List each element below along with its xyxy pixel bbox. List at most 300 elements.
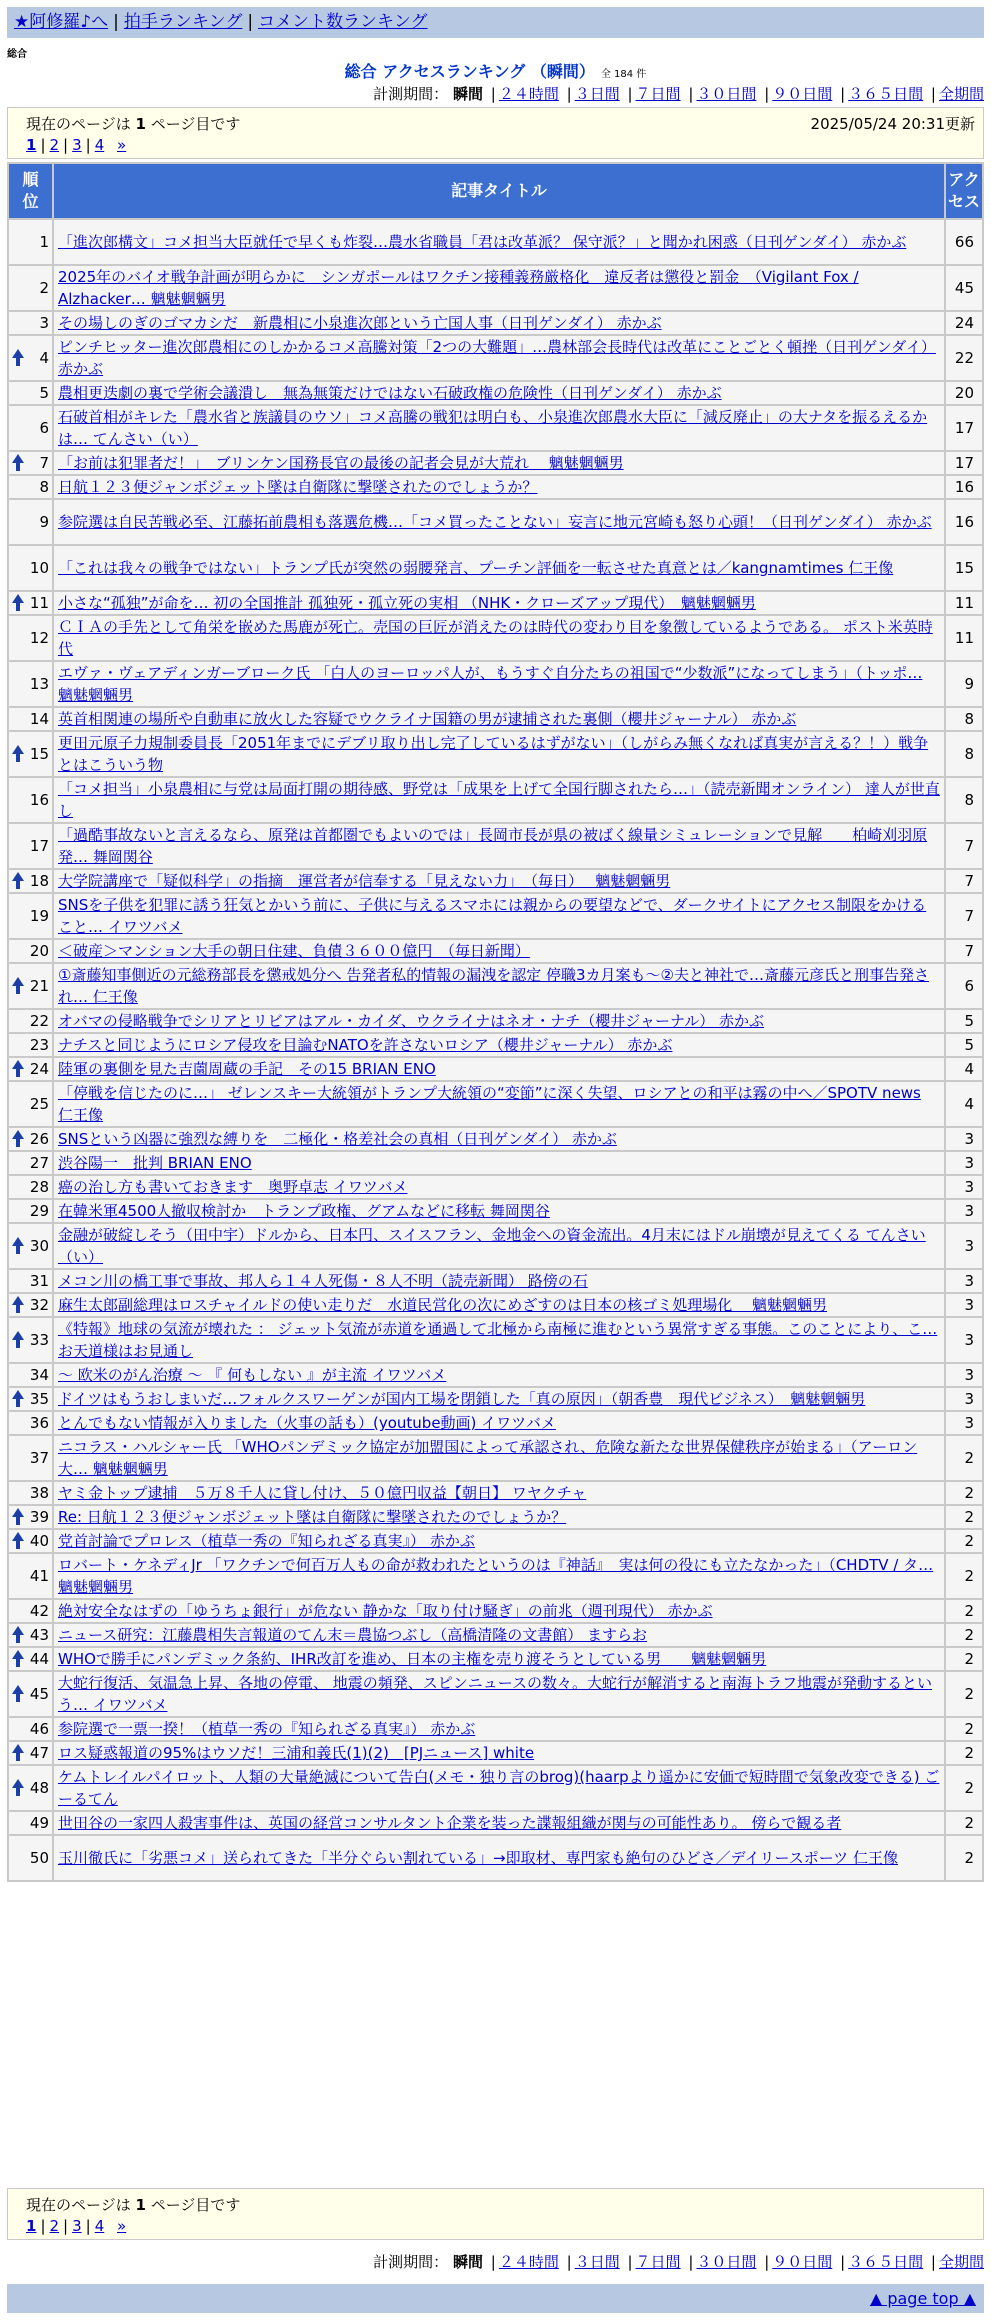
pager-bottom xyxy=(26,2216,126,2236)
article-title-link[interactable]: 大蛇行復活、気温急上昇、各地の停電、 地震の頻発、スピンニュースの数々。大蛇行が解消すると南海トラフ地震が発動するという… イワツバメ xyxy=(58,1674,933,1714)
article-title-link[interactable]: 「お前は犯罪者だ！」 ブリンケン国務長官の最後の記者会見が大荒れ 魑魅魍魎男 xyxy=(58,454,624,472)
rank-up-arrow-icon xyxy=(12,1331,24,1349)
table-row xyxy=(9,1318,982,1362)
title-cell xyxy=(54,1270,944,1292)
article-title-link[interactable]: SNSという凶器に強烈な縛りを 二極化・格差社会の真相（日刊ゲンダイ） 赤かぶ xyxy=(58,1130,617,1148)
rank-cell xyxy=(9,382,52,404)
rank-up-arrow-icon xyxy=(12,1779,24,1797)
rank-cell xyxy=(9,662,52,706)
rank-number: 22 xyxy=(29,1012,49,1030)
rank-up-arrow-icon xyxy=(12,1130,24,1148)
rank-cell xyxy=(9,708,52,730)
title-cell xyxy=(54,1530,944,1552)
article-title-link[interactable]: ＣＩＡの手先として角栄を嵌めた馬鹿が死亡。売国の巨匠が消えたのは時代の変わり目を象徴しているようである。 ポスト米英時代 xyxy=(58,618,933,658)
table-row xyxy=(9,1200,982,1222)
period-link-3d[interactable]: ３日間 xyxy=(574,85,620,103)
rank-up-arrow-icon xyxy=(12,745,24,763)
rank-number: 40 xyxy=(29,1532,49,1550)
article-title-link[interactable]: 大学院講座で「疑似科学」の指摘 運営者が信奉する「見えない力」 （毎日） 魑魅魍魎男 xyxy=(58,872,671,890)
title-cell xyxy=(54,1010,944,1032)
rank-cell xyxy=(9,1718,52,1740)
page-info-bottom xyxy=(7,2188,984,2240)
access-count: 7 xyxy=(946,870,982,892)
table-row xyxy=(9,1600,982,1622)
period-current: 瞬間 xyxy=(452,85,483,103)
rank-number: 3 xyxy=(39,314,49,332)
rank-number: 47 xyxy=(29,1744,49,1762)
rank-cell xyxy=(9,546,52,590)
period-link-24h[interactable]: ２４時間 xyxy=(498,2253,559,2271)
pager-spacer xyxy=(104,2217,117,2235)
pager-separator: | xyxy=(63,2217,69,2235)
table-row xyxy=(9,1294,982,1316)
article-title-link[interactable]: 金融が破綻しそう（田中宇）ドルから、日本円、スイスフラン、金地金への資金流出。4月末にはドル崩壊が見えてくる てんさい（い） xyxy=(58,1226,926,1266)
rank-cell xyxy=(9,616,52,660)
period-link-90d[interactable]: ９０日間 xyxy=(772,2253,833,2271)
rank-cell xyxy=(9,1364,52,1386)
article-title-link[interactable]: 在韓米軍4500人撤収検討か トランプ政権、グアムなどに移転 舞岡関谷 xyxy=(58,1202,550,1220)
rank-cell xyxy=(9,1648,52,1670)
article-title-link[interactable]: ①斎藤知事側近の元総務部長を懲戒処分へ 告発者私的情報の漏洩を認定 停職3カ月案も～②夫と神社で…斎藤元彦氏と刑事告発され… 仁王像 xyxy=(58,966,929,1006)
pager-page-4[interactable]: 4 xyxy=(94,2217,105,2235)
table-row xyxy=(9,1010,982,1032)
article-title-link[interactable]: 「過酷事故ないと言えるなら、原発は首都圏でもよいのでは」長岡市長が県の被ばく線量シミュレーションで見解 柏崎刈羽原発… 舞岡関谷 xyxy=(58,826,928,866)
table-row xyxy=(9,708,982,730)
access-count: 20 xyxy=(946,382,982,404)
rank-up-arrow-icon xyxy=(12,1626,24,1644)
rank-number: 14 xyxy=(29,710,49,728)
title-cell xyxy=(54,546,944,590)
rank-cell xyxy=(9,1388,52,1410)
rank-number: 1 xyxy=(39,233,49,251)
rank-cell xyxy=(9,964,52,1008)
access-count: 8 xyxy=(946,732,982,776)
article-title-link[interactable]: ヤミ金トップ逮捕 ５万８千人に貸し付け、５０億円収益【朝日】 ワヤクチャ xyxy=(58,1484,587,1502)
period-separator: | xyxy=(840,85,846,103)
rank-number: 10 xyxy=(29,559,49,577)
table-row xyxy=(9,1436,982,1480)
ranking-table xyxy=(7,162,984,1882)
period-link-all[interactable]: 全期間 xyxy=(938,85,984,103)
article-title-link[interactable]: SNSを子供を犯罪に誘う狂気とかいう前に、子供に与えるスマホには親からの要望などで、ダークサイトにアクセス制限をかけること… イワツバメ xyxy=(58,896,927,936)
rank-number: 18 xyxy=(29,872,49,890)
article-title-link[interactable]: 「これは我々の戦争ではない」トランプ氏が突然の弱腰発言、プーチン評価を一転させた真意とは／kangnamtimes 仁王像 xyxy=(58,559,894,577)
access-count: 5 xyxy=(946,1010,982,1032)
page-title: 総合 アクセスランキング （瞬間） xyxy=(344,62,595,81)
title-cell xyxy=(54,940,944,962)
title-cell xyxy=(54,1294,944,1316)
rank-number: 49 xyxy=(29,1814,49,1832)
article-title-link[interactable]: 党首討論でプロレス（植草一秀の『知られざる真実』） 赤かぶ xyxy=(58,1532,475,1550)
rank-cell xyxy=(9,1836,52,1880)
article-title-link[interactable]: WHOで勝手にパンデミック条約、IHR改訂を進め、日本の主権を売り渡そうとしている男 魑魅魍魎男 xyxy=(58,1650,767,1668)
access-column-header xyxy=(946,164,982,218)
period-separator: | xyxy=(764,2253,770,2271)
title-cell xyxy=(54,1176,944,1198)
table-row xyxy=(9,616,982,660)
rank-up-arrow-icon xyxy=(12,1650,24,1668)
article-title-link[interactable]: とんでもない情報が入りました（火事の話も）(youtube動画) イワツバメ xyxy=(58,1414,556,1432)
table-row xyxy=(9,778,982,822)
table-row xyxy=(9,592,982,614)
title-cell xyxy=(54,500,944,544)
nav-separator: | xyxy=(247,12,254,32)
access-count: 7 xyxy=(946,940,982,962)
title-cell xyxy=(54,1436,944,1480)
access-count: 2 xyxy=(946,1742,982,1764)
title-cell xyxy=(54,382,944,404)
table-row xyxy=(9,546,982,590)
rank-number: 4 xyxy=(39,349,49,367)
rank-cell xyxy=(9,1672,52,1716)
table-row xyxy=(9,1648,982,1670)
table-row xyxy=(9,500,982,544)
access-count: 2 xyxy=(946,1672,982,1716)
article-title-link[interactable]: 更田元原子力規制委員長「2051年までにデブリ取り出し完了しているはずがない」（しがらみ無くなれば真実が言える？！）戦争とはこういう物 xyxy=(58,734,929,774)
article-title-link[interactable]: 参院選は自民苦戦必至、江藤拓前農相も落選危機…「コメ買ったことない」妄言に地元宮崎も怒り心頭！（日刊ゲンダイ） 赤かぶ xyxy=(58,513,932,531)
table-row xyxy=(9,1554,982,1598)
rank-cell xyxy=(9,894,52,938)
rank-number: 6 xyxy=(39,419,49,437)
rank-cell xyxy=(9,592,52,614)
rank-number: 13 xyxy=(29,675,49,693)
article-title-link[interactable]: エヴァ・ヴェアディンガーブローク氏 「白人のヨーロッパ人が、もうすぐ自分たちの祖国で“少数派”になってしまう」（トッポ… 魑魅魍魎男 xyxy=(58,664,923,704)
rank-number: 23 xyxy=(29,1036,49,1054)
title-cell xyxy=(54,1766,944,1810)
title-cell xyxy=(54,1718,944,1740)
rank-number: 43 xyxy=(29,1626,49,1644)
period-link-365d[interactable]: ３６５日間 xyxy=(848,85,924,103)
rank-cell xyxy=(9,312,52,334)
title-cell xyxy=(54,1812,944,1834)
access-count: 3 xyxy=(946,1388,982,1410)
article-title-link[interactable]: 《特報》地球の気流が壊れた ： ジェット気流が赤道を通過して北極から南極に進むという異常すぎる事態。このことにより、こ… お天道様はお見通し xyxy=(58,1320,938,1360)
current-page-suffix: ページ目です xyxy=(150,115,241,133)
article-title-link[interactable]: ロス疑惑報道の95%はウソだ！三浦和義氏(1)(2) [PJニュース] white xyxy=(58,1744,535,1762)
article-title-link[interactable]: オバマの侵略戦争でシリアとリビアはアル・カイダ、ウクライナはネオ・ナチ（櫻井ジャーナル） 赤かぶ xyxy=(58,1012,765,1030)
table-row xyxy=(9,1034,982,1056)
article-title-link[interactable]: 英首相関連の場所や自動車に放火した容疑でウクライナ国籍の男が逮捕された裏側（櫻井ジャーナル） 赤かぶ xyxy=(58,710,797,728)
title-cell xyxy=(54,476,944,498)
rank-cell xyxy=(9,1010,52,1032)
rank-number: 19 xyxy=(29,907,49,925)
rank-number: 44 xyxy=(29,1650,49,1668)
rank-cell xyxy=(9,778,52,822)
current-page-number: 1 xyxy=(135,115,146,133)
updated-timestamp: 2025/05/24 20:31更新 xyxy=(810,115,975,133)
rank-cell xyxy=(9,1270,52,1292)
comment-ranking-link[interactable]: コメント数ランキング xyxy=(258,12,428,32)
rank-number: 38 xyxy=(29,1484,49,1502)
access-count: 2 xyxy=(946,1836,982,1880)
access-count: 16 xyxy=(946,500,982,544)
table-row xyxy=(9,824,982,868)
title-cell xyxy=(54,406,944,450)
article-title-link[interactable]: メコン川の橋工事で事故、邦人ら１４人死傷・８人不明（読売新聞） 路傍の石 xyxy=(58,1272,588,1290)
period-selector-top xyxy=(284,84,984,104)
rank-cell xyxy=(9,1224,52,1268)
access-count: 2 xyxy=(946,1812,982,1834)
pager-page-4[interactable]: 4 xyxy=(94,136,105,154)
rank-number: 21 xyxy=(29,977,49,995)
period-separator: | xyxy=(627,85,633,103)
clap-ranking-link[interactable]: 拍手ランキング xyxy=(123,12,243,32)
access-count: 45 xyxy=(946,266,982,310)
pager-spacer xyxy=(104,136,117,154)
ranking-table-body xyxy=(9,220,982,1880)
title-cell xyxy=(54,1554,944,1598)
home-link[interactable]: ★阿修羅♪へ xyxy=(14,12,109,32)
access-count: 2 xyxy=(946,1530,982,1552)
rank-cell xyxy=(9,940,52,962)
access-count: 3 xyxy=(946,1200,982,1222)
table-row xyxy=(9,476,982,498)
article-title-link[interactable]: 癌の治し方も書いておきます 奥野卓志 イワツバメ xyxy=(58,1178,408,1196)
rank-number: 28 xyxy=(29,1178,49,1196)
access-count: 4 xyxy=(946,1082,982,1126)
title-cell xyxy=(54,1058,944,1080)
article-title-link[interactable]: 参院選で一票一揆！（植草一秀の『知られざる真実』） 赤かぶ xyxy=(58,1720,476,1738)
title-cell xyxy=(54,1152,944,1174)
nav-separator: | xyxy=(113,12,119,32)
top-navigation xyxy=(7,7,984,38)
pager-page-2[interactable]: 2 xyxy=(49,2217,60,2235)
pager-page-3[interactable]: 3 xyxy=(72,2217,82,2235)
access-count: 2 xyxy=(946,1624,982,1646)
rank-number: 30 xyxy=(29,1237,49,1255)
rank-cell xyxy=(9,1482,52,1504)
period-link-365d[interactable]: ３６５日間 xyxy=(848,2253,924,2271)
current-page-prefix: 現在のページは xyxy=(26,115,131,133)
article-title-link[interactable]: 玉川徹氏に「劣悪コメ」送られてきた「半分ぐらい割れている」→即取材、専門家も絶句のひどさ／デイリースポーツ 仁王像 xyxy=(58,1849,898,1867)
rank-cell xyxy=(9,1600,52,1622)
title-cell xyxy=(54,616,944,660)
total-count: 全 184 件 xyxy=(600,69,647,80)
rank-up-arrow-icon xyxy=(12,1296,24,1314)
rank-number: 2 xyxy=(39,279,49,297)
article-title-link[interactable]: ＜破産＞マンション大手の朝日住建、負債３６００億円 （毎日新聞） xyxy=(58,942,530,960)
access-count: 2 xyxy=(946,1648,982,1670)
title-cell xyxy=(54,1672,944,1716)
title-cell xyxy=(54,592,944,614)
article-title-link[interactable]: ナチスと同じようにロシア侵攻を目論むNATOを許さないロシア（櫻井ジャーナル） 赤かぶ xyxy=(58,1036,673,1054)
title-cell xyxy=(54,964,944,1008)
access-count: 22 xyxy=(946,336,982,380)
access-header-label: アクセス xyxy=(948,170,981,211)
table-row xyxy=(9,1530,982,1552)
period-link-7d[interactable]: ７日間 xyxy=(635,2253,681,2271)
pager-page-2[interactable]: 2 xyxy=(49,136,60,154)
rank-header-label: 順位 xyxy=(22,170,39,211)
article-title-link[interactable]: ニコラス・ハルシャー氏 「WHOパンデミック協定が加盟国によって承認され、危険な新たな世界保健秩序が始まる」（アーロン大… 魑魅魍魎男 xyxy=(58,1438,918,1478)
article-title-link[interactable]: その場しのぎのゴマカシだ 新農相に小泉進次郎という亡国人事（日刊ゲンダイ） 赤かぶ xyxy=(58,314,662,332)
table-row xyxy=(9,1152,982,1174)
rank-cell xyxy=(9,1176,52,1198)
title-cell xyxy=(54,1648,944,1670)
title-cell xyxy=(54,778,944,822)
article-title-link[interactable]: ピンチヒッター進次郎農相にのしかかるコメ高騰対策「2つの大難題」…農林部会長時代は改革にことごとく頓挫（日刊ゲンダイ） 赤かぶ xyxy=(58,338,936,378)
rank-number: 45 xyxy=(29,1685,49,1703)
table-row xyxy=(9,870,982,892)
article-title-link[interactable]: Re: 日航１２３便ジャンボジェット墜は自衛隊に撃墜されたのでしょうか？ xyxy=(58,1508,567,1526)
access-count: 7 xyxy=(946,824,982,868)
rank-number: 36 xyxy=(29,1414,49,1432)
pager-top xyxy=(26,135,126,155)
article-title-link[interactable]: ドイツはもうおしまいだ…フォルクスワーゲンが国内工場を閉鎖した「真の原因」（朝香豊 現代ビジネス） 魑魅魍魎男 xyxy=(58,1390,866,1408)
title-cell xyxy=(54,1412,944,1434)
access-count: 11 xyxy=(946,616,982,660)
title-cell xyxy=(54,708,944,730)
table-row xyxy=(9,1766,982,1810)
current-page-text xyxy=(26,114,240,134)
article-title-link[interactable]: ケムトレイルパイロット、人類の大量絶滅について告白(メモ・独り言のbrog)(haarpより遥かに安価で短時間で気象改変できる) ごーるてん xyxy=(58,1768,940,1808)
current-page-number: 1 xyxy=(135,2196,146,2214)
pager-next[interactable]: » xyxy=(117,2217,127,2235)
site-tag: 総合 xyxy=(7,49,27,60)
period-selector-bottom xyxy=(284,2252,984,2272)
rank-up-arrow-icon xyxy=(12,349,24,367)
access-count: 2 xyxy=(946,1766,982,1810)
title-cell xyxy=(54,1128,944,1150)
rank-number: 26 xyxy=(29,1130,49,1148)
access-count: 3 xyxy=(946,1364,982,1386)
rank-cell xyxy=(9,1554,52,1598)
period-link-90d[interactable]: ９０日間 xyxy=(772,85,833,103)
article-title-link[interactable]: 「進次郎構文」コメ担当大臣就任で早くも炸裂…農水省職員「君は改革派？ 保守派？」と聞かれ困惑（日刊ゲンダイ） 赤かぶ xyxy=(58,233,907,251)
period-link-30d[interactable]: ３０日間 xyxy=(696,2253,757,2271)
table-header-row xyxy=(9,164,982,218)
article-title-link[interactable]: 「コメ担当」小泉農相に与党は局面打開の期待感、野党は「成果を上げて全国行脚されたら…」（読売新聞オンライン） 達人が世直し xyxy=(58,780,940,820)
title-cell xyxy=(54,266,944,310)
rank-number: 35 xyxy=(29,1390,49,1408)
article-title-link[interactable]: 絶対安全なはずの「ゆうちょ銀行」が危ない 静かな「取り付け騒ぎ」の前兆（週刊現代） 赤かぶ xyxy=(58,1602,713,1620)
rank-cell xyxy=(9,824,52,868)
table-row xyxy=(9,1364,982,1386)
rank-cell xyxy=(9,870,52,892)
rank-cell xyxy=(9,1294,52,1316)
current-page-prefix: 現在のページは xyxy=(26,2196,131,2214)
rank-number: 24 xyxy=(29,1060,49,1078)
period-separator: | xyxy=(688,85,694,103)
article-title-link[interactable]: 小さな“孤独”が命を… 初の全国推計 孤独死・孤立死の実相 （NHK・クローズアップ現代） 魑魅魍魎男 xyxy=(58,594,756,612)
rank-number: 33 xyxy=(29,1331,49,1349)
rank-cell xyxy=(9,476,52,498)
rank-cell xyxy=(9,452,52,474)
period-link-30d[interactable]: ３０日間 xyxy=(696,85,757,103)
pager-next[interactable]: » xyxy=(117,136,127,154)
title-cell xyxy=(54,1224,944,1268)
title-cell xyxy=(54,1836,944,1880)
rank-number: 17 xyxy=(29,837,49,855)
title-cell xyxy=(54,452,944,474)
access-count: 3 xyxy=(946,1152,982,1174)
period-link-3d[interactable]: ３日間 xyxy=(574,2253,620,2271)
pager-separator: | xyxy=(40,2217,46,2235)
period-link-24h[interactable]: ２４時間 xyxy=(498,85,559,103)
table-row xyxy=(9,964,982,1008)
article-title-link[interactable]: 農相更迭劇の裏で学術会議潰し 無為無策だけではない石破政権の危険性（日刊ゲンダイ） 赤かぶ xyxy=(58,384,722,402)
table-row xyxy=(9,382,982,404)
table-row xyxy=(9,1224,982,1268)
rank-number: 16 xyxy=(29,791,49,809)
rank-up-arrow-icon xyxy=(12,1508,24,1526)
article-title-link[interactable]: ロバート・ケネディJr 「ワクチンで何百万人もの命が救われたというのは『神話』 実は何の役にも立たなかった」（CHDTV / タ… 魑魅魍魎男 xyxy=(58,1556,934,1596)
table-row xyxy=(9,1082,982,1126)
table-row xyxy=(9,406,982,450)
access-count: 4 xyxy=(946,1058,982,1080)
table-row xyxy=(9,220,982,264)
rank-cell xyxy=(9,1128,52,1150)
rank-cell xyxy=(9,1506,52,1528)
pager-separator: | xyxy=(40,136,46,154)
access-count: 3 xyxy=(946,1318,982,1362)
article-title-link[interactable]: ～ 欧米のがん治療 ～ 『 何もしない 』が主流 イワツバメ xyxy=(58,1366,447,1384)
period-separator: | xyxy=(930,85,936,103)
article-title-link[interactable]: 日航１２３便ジャンボジェット墜は自衛隊に撃墜されたのでしょうか？ xyxy=(58,478,538,496)
article-title-link[interactable]: 石破首相がキレた「農水省と族議員のウソ」コメ高騰の戦犯は明白も、小泉進次郎農水大臣に「減反廃止」の大ナタを振るえるかは… てんさい（い） xyxy=(58,408,928,448)
access-count: 2 xyxy=(946,1600,982,1622)
period-label: 計測期間： xyxy=(373,85,449,103)
title-cell xyxy=(54,1082,944,1126)
article-title-link[interactable]: 2025年のバイオ戦争計画が明らかに シンガポールはワクチン接種義務厳格化 違反者は懲役と罰金 （Vigilant Fox / Alzhacker… 魑魅魍魎男 xyxy=(58,268,859,308)
article-title-link[interactable]: 渋谷陽一 批判 BRIAN ENO xyxy=(58,1154,252,1172)
access-count: 3 xyxy=(946,1412,982,1434)
article-title-link[interactable]: 「停戦を信じたのに…」 ゼレンスキー大統領がトランプ大統領の“変節”に深く失望、ロシアとの和平は霧の中へ／SPOTV news 仁王像 xyxy=(58,1084,921,1124)
rank-cell xyxy=(9,1766,52,1810)
access-count: 2 xyxy=(946,1506,982,1528)
rank-cell xyxy=(9,732,52,776)
pager-page-3[interactable]: 3 xyxy=(72,136,82,154)
article-title-link[interactable]: 陸軍の裏側を見た吉薗周蔵の手記 その15 BRIAN ENO xyxy=(58,1060,436,1078)
title-cell xyxy=(54,220,944,264)
rank-cell xyxy=(9,1200,52,1222)
period-link-all[interactable]: 全期間 xyxy=(938,2253,984,2271)
title-cell xyxy=(54,1742,944,1764)
period-link-7d[interactable]: ７日間 xyxy=(635,85,681,103)
rank-up-arrow-icon xyxy=(12,1390,24,1408)
pager-page-1[interactable]: 1 xyxy=(26,136,37,154)
rank-number: 37 xyxy=(29,1449,49,1467)
table-row xyxy=(9,940,982,962)
page-top-link[interactable]: ▲ page top ▲ xyxy=(869,2289,976,2308)
rank-up-arrow-icon xyxy=(12,1532,24,1550)
rank-number: 39 xyxy=(29,1508,49,1526)
table-row xyxy=(9,1718,982,1740)
rank-up-arrow-icon xyxy=(12,872,24,890)
pager-page-1[interactable]: 1 xyxy=(26,2217,37,2235)
rank-cell xyxy=(9,1034,52,1056)
rank-number: 41 xyxy=(29,1567,49,1585)
period-current: 瞬間 xyxy=(452,2253,483,2271)
rank-cell xyxy=(9,266,52,310)
rank-cell xyxy=(9,336,52,380)
table-row xyxy=(9,336,982,380)
rank-number: 5 xyxy=(39,384,49,402)
title-cell xyxy=(54,312,944,334)
article-title-link[interactable]: 麻生太郎副総理はロスチャイルドの使い走りだ 水道民営化の次にめざすのは日本の核ゴミ処理場化 魑魅魍魎男 xyxy=(58,1296,828,1314)
article-title-link[interactable]: 世田谷の一家四人殺害事件は、英国の経営コンサルタント企業を装った諜報組織が関与の可能性あり。 傍らで観る者 xyxy=(58,1814,842,1832)
current-page-text xyxy=(26,2195,240,2215)
article-title-link[interactable]: ニュース研究：江藤農相失言報道のてん末＝農協つぶし（高橋清隆の文書館） ますらお xyxy=(58,1626,648,1644)
page-info-top xyxy=(7,107,984,159)
access-count: 8 xyxy=(946,708,982,730)
rank-up-arrow-icon xyxy=(12,1060,24,1078)
title-cell xyxy=(54,894,944,938)
pager-separator: | xyxy=(63,136,69,154)
period-label: 計測期間： xyxy=(373,2253,449,2271)
period-separator: | xyxy=(490,85,496,103)
access-count: 3 xyxy=(946,1224,982,1268)
